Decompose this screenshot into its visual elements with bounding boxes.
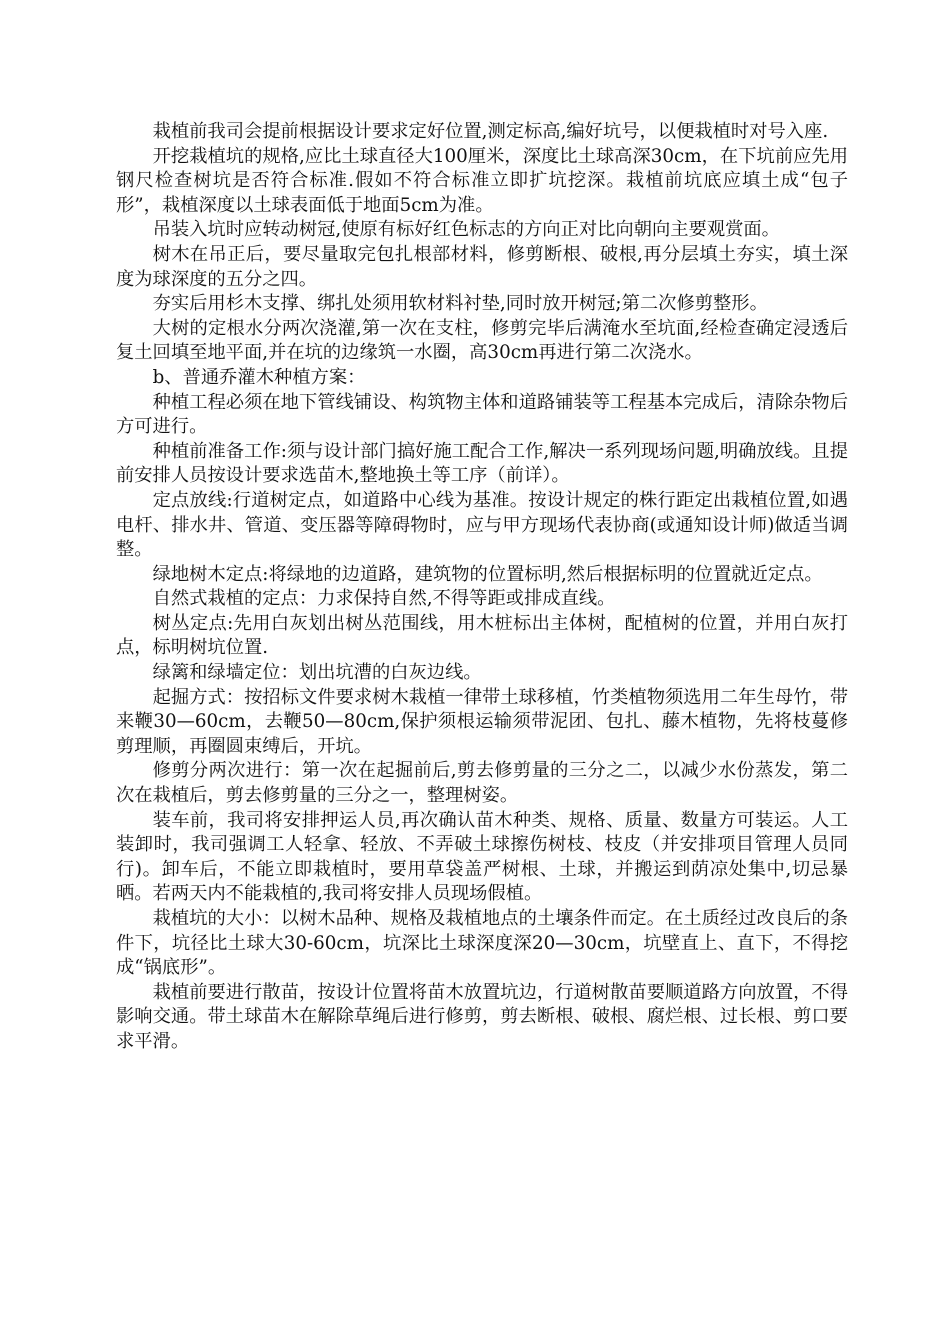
paragraph-hoisting: 吊装入坑时应转动树冠,使原有标好红色标志的方向正对比向朝向主要观赏面。 xyxy=(152,219,780,241)
paragraph-preparation: 种植前准备工作:须与设计部门搞好施工配合工作,解决一系列现场问题,明确放线。且提前安排人员按设计要求选苗木,整地换土等工序（前详）。 xyxy=(116,440,848,487)
paragraph-excavation: 起掘方式：按招标文件要求树木栽植一律带土球移植，竹类植物须选用二年生母竹，带来鞭30—60cm，去鞭50—80cm,保护须根运输须带泥团、包扎、藤木植物，先将枝蔓修剪理顺，再圈圆束缚后，开坑。 xyxy=(116,686,848,757)
paragraph-planting-prerequisite: 种植工程必须在地下管线铺设、构筑物主体和道路铺装等工程基本完成后，清除杂物后方可进行。 xyxy=(116,391,848,438)
paragraph-tree-cluster: 树丛定点:先用白灰划出树丛范围线，用木桩标出主体树，配植树的位置，并用白灰打点，标明树坑位置. xyxy=(116,612,848,659)
paragraph-backfill: 树木在吊正后，要尽量取完包扎根部材料，修剪断根、破根,再分层填土夯实，填土深度为球深度的五分之四。 xyxy=(116,243,848,290)
paragraph-green-space-positioning: 绿地树木定点:将绿地的边道路，建筑物的位置标明,然后根据标明的位置就近定点。 xyxy=(152,563,823,585)
paragraph-pit-size: 栽植坑的大小：以树木品种、规格及栽植地点的土壤条件而定。在土质经过改良后的条件下，坑径比土球大30-60cm，坑深比土球深度深20—30cm，坑壁直上、直下，不得挖成“锅底形”。 xyxy=(116,908,848,979)
paragraph-planting-position: 栽植前我司会提前根据设计要求定好位置,测定标高,编好坑号，以便栽植时对号入座. xyxy=(152,121,829,142)
document-page xyxy=(116,120,848,1055)
paragraph-hedge: 绿篱和绿墙定位：划出坑漕的白灰边线。 xyxy=(152,662,482,684)
paragraph-distribution: 栽植前要进行散苗，按设计位置将苗木放置坑边，行道树散苗要顺道路方向放置，不得影响交通。带土球苗木在解除草绳后进行修剪，剪去断根、破根、腐烂根、过长根、剪口要求平滑。 xyxy=(116,981,848,1052)
paragraph-natural-planting: 自然式栽植的定点：力求保持自然,不得等距或排成直线。 xyxy=(152,588,616,610)
paragraph-pruning: 修剪分两次进行：第一次在起掘前后,剪去修剪量的三分之二，以减少水份蒸发，第二次在栽植后，剪去修剪量的三分之一，整理树姿。 xyxy=(116,760,848,807)
paragraph-loading: 装车前，我司将安排押运人员,再次确认苗木种类、规格、质量、数量方可装运。人工装卸时，我司强调工人轻拿、轻放、不弄破土球擦伤树枝、枝皮（并安排项目管理人员同行)。卸车后，不能立即栽植时，要用草袋盖严树根、土球，并搬运到荫凉处集中,切忌暴晒。若两天内不能栽植的,我司将安排人员现场假植。 xyxy=(116,809,848,905)
paragraph-section-heading: b、普通乔灌木种植方案： xyxy=(152,366,366,388)
paragraph-setting-out: 定点放线:行道树定点，如道路中心线为基准。按设计规定的株行距定出栽植位置,如遇电杆、排水井、管道、变压器等障碍物时，应与甲方现场代表协商(或通知设计师)做适当调整。 xyxy=(116,489,848,561)
paragraph-watering: 大树的定根水分两次浇灌,第一次在支柱，修剪完毕后满淹水至坑面,经检查确定浸透后复土回填至地平面,并在坑的边缘筑一水圈，高30cm再进行第二次浇水。 xyxy=(116,317,848,364)
paragraph-pit-digging: 开挖栽植坑的规格,应比土球直径大100厘米，深度比土球高深30cm，在下坑前应先用钢尺检查树坑是否符合标准.假如不符合标准立即扩坑挖深。栽植前坑底应填土成“包子形”，栽植深度以土球表面低于地面5cm为准。 xyxy=(116,145,848,216)
paragraph-support: 夯实后用杉木支撑、绑扎处须用软材料衬垫,同时放开树冠;第二次修剪整形。 xyxy=(152,293,768,315)
